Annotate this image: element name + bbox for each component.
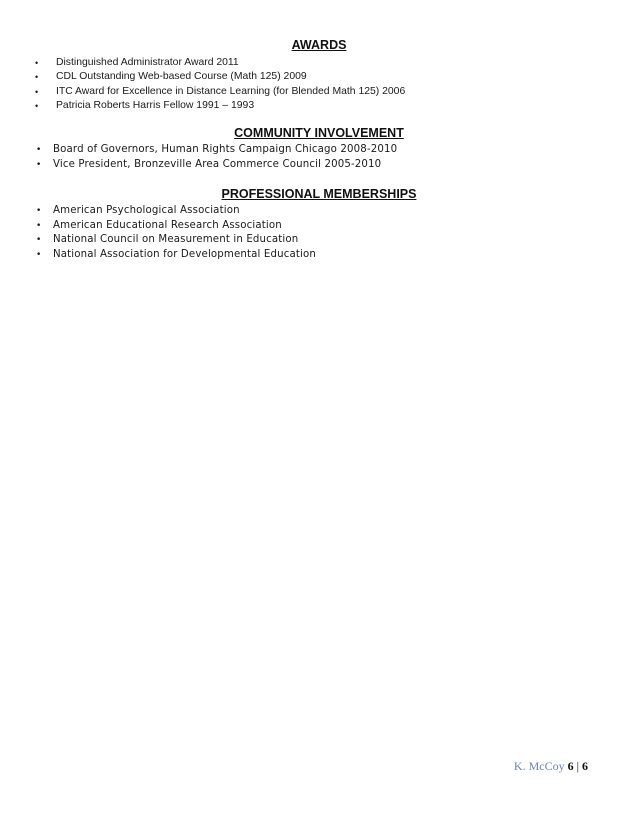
bullet-icon: • <box>36 206 42 216</box>
award-text: CDL Outstanding Web-based Course (Math 125) 2009 <box>56 71 307 83</box>
bullet-icon: • <box>36 145 42 155</box>
list-item <box>0 143 600 158</box>
community-list <box>0 143 600 172</box>
bullet-icon: • <box>36 249 42 260</box>
bullet-icon: • <box>36 235 42 246</box>
list-item <box>0 248 600 263</box>
membership-text: National Association for Developmental Education <box>53 248 316 260</box>
membership-text: American Psychological Association <box>53 205 240 216</box>
list-item <box>0 219 600 234</box>
memberships-heading: PROFESSIONAL MEMBERSHIPS <box>221 187 417 201</box>
bullet-icon: • <box>36 220 42 231</box>
bullet-icon: • <box>35 100 39 111</box>
community-text: Vice President, Bronzeville Area Commerce Council 2005-2010 <box>53 158 382 170</box>
community-text: Board of Governors, Human Rights Campaign Chicago 2008-2010 <box>53 144 398 155</box>
bullet-icon: • <box>35 72 39 83</box>
list-item <box>0 85 600 99</box>
footer-page-total: 6 <box>582 759 588 773</box>
footer-page-number: 6 <box>567 759 574 773</box>
memberships-list <box>0 204 600 262</box>
community-heading: COMMUNITY INVOLVEMENT <box>234 126 404 140</box>
award-text: Distinguished Administrator Award 2011 <box>56 57 239 68</box>
awards-list <box>0 56 600 113</box>
footer-author: K. McCoy <box>513 759 565 773</box>
bullet-icon: • <box>36 159 42 170</box>
list-item <box>0 233 600 248</box>
footer-separator: | <box>576 759 579 773</box>
bullet-icon: • <box>35 86 39 97</box>
list-item <box>0 204 600 219</box>
award-text: Patricia Roberts Harris Fellow 1991 – 1993 <box>56 99 255 111</box>
list-item <box>0 56 600 70</box>
list-item <box>0 70 600 84</box>
bullet-icon: • <box>35 58 39 68</box>
award-text: ITC Award for Excellence in Distance Learning (for Blended Math 125) 2006 <box>56 85 406 97</box>
list-item <box>0 158 600 173</box>
awards-heading: AWARDS <box>291 38 347 52</box>
membership-text: National Council on Measurement in Education <box>53 234 299 246</box>
list-item <box>0 99 600 113</box>
membership-text: American Educational Research Association <box>53 219 282 231</box>
page-footer <box>514 759 588 774</box>
